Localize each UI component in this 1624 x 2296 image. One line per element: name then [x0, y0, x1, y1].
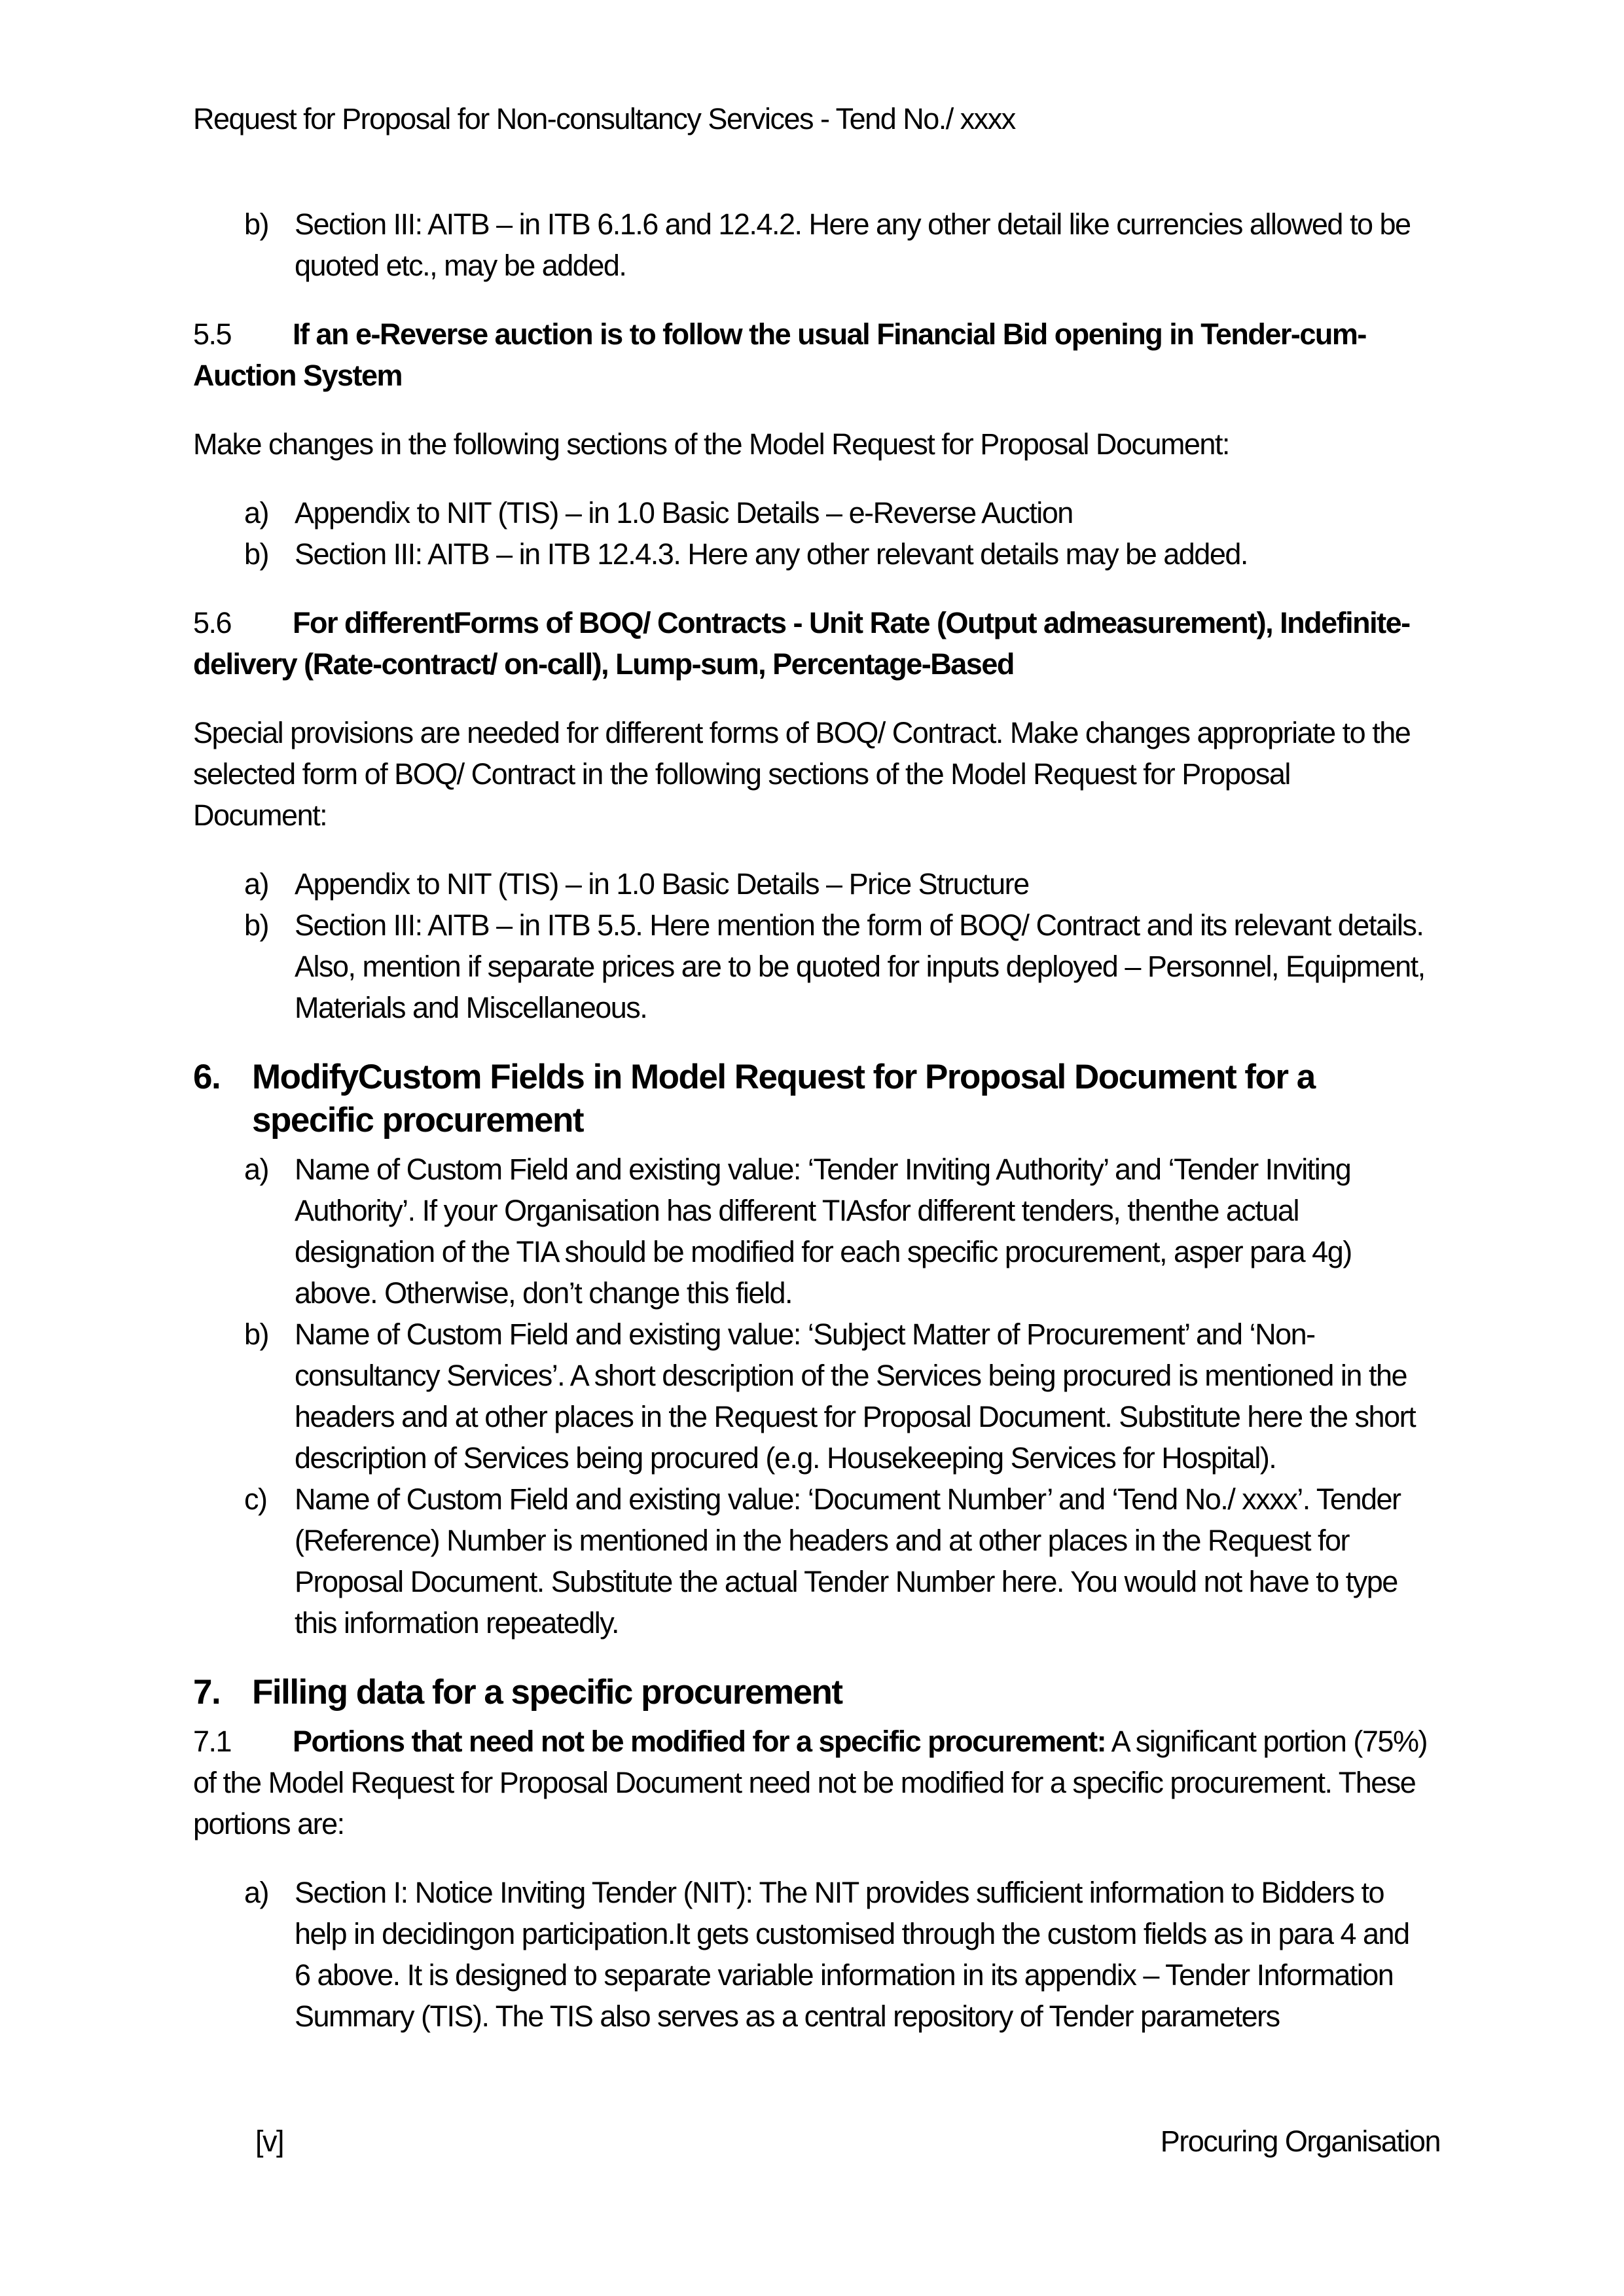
- list-item-marker: b): [244, 908, 269, 942]
- list-item-marker: b): [244, 537, 269, 571]
- heading-number: 5.6: [193, 606, 232, 639]
- list-item-marker: b): [244, 1318, 269, 1351]
- list-item: [193, 533, 1430, 575]
- heading-text: A significant portion (75%) of the Model Request for Proposal Document need not be modified for a specific procurement. These portions are:: [193, 1725, 1427, 1840]
- list-item-text: Appendix to NIT (TIS) – in 1.0 Basic Details – Price Structure: [295, 867, 1029, 901]
- intro-list: [193, 204, 1430, 286]
- section-5-6-intro: Special provisions are needed for different forms of BOQ/ Contract. Make changes appropriate to the selected form of BOQ/ Contract in the following sections of the Model Request for Proposal Document:: [193, 716, 1411, 832]
- section-6-heading: [193, 1056, 1430, 1142]
- page-footer: [255, 2121, 1440, 2162]
- heading-title: Filling data for a specific procurement: [252, 1673, 842, 1712]
- heading-number: 6.: [193, 1058, 221, 1096]
- list-item-text: Section III: AITB – in ITB 6.1.6 and 12.4.2. Here any other detail like currencies allowed to be quoted etc., may be added.: [295, 207, 1411, 282]
- list-item-text: Name of Custom Field and existing value: ‘Document Number’ and ‘Tend No./ xxxx’. Tender (Reference) Number is mentioned in the headers and at other places in the Request for Proposal Document. Substitute the actual Tender Number here. You would not have to type this information repeatedly.: [295, 1482, 1401, 1640]
- section-6-list: [193, 1149, 1430, 1643]
- list-item-marker: b): [244, 207, 269, 241]
- section-7-1-heading: [193, 1721, 1430, 1844]
- list-item: [193, 1872, 1430, 2037]
- list-item-text: Section III: AITB – in ITB 5.5. Here mention the form of BOQ/ Contract and its relevant details. Also, mention if separate prices are to be quoted for inputs deployed – Personnel, Equipment, Materials and Miscellaneous.: [295, 908, 1425, 1024]
- list-item-marker: a): [244, 1876, 269, 1909]
- list-item-text: Appendix to NIT (TIS) – in 1.0 Basic Details – e-Reverse Auction: [295, 496, 1073, 529]
- section-5-5-heading: [193, 314, 1430, 396]
- list-item-marker: c): [244, 1482, 267, 1516]
- footer-right-text: Procuring Organisation: [1160, 2125, 1440, 2158]
- list-item: [193, 1149, 1430, 1314]
- heading-number: 7.: [193, 1673, 221, 1712]
- list-item: [193, 905, 1430, 1028]
- list-item-text: Name of Custom Field and existing value: ‘Tender Inviting Authority’ and ‘Tender Inviting Authority’. If your Organisation has different TIAsfor different tenders, thenthe actual designation of the TIA should be modified for each specific procurement, asper para 4g) above. Otherwise, don’t change this field.: [295, 1153, 1352, 1310]
- heading-title: For differentForms of BOQ/ Contracts - Unit Rate (Output admeasurement), Indefinite-delivery (Rate-contract/ on-call), Lump-sum, Percentage-Based: [193, 606, 1410, 681]
- list-item-text: Section I: Notice Inviting Tender (NIT): The NIT provides sufficient information to Bidders to help in decidingon participation.It gets customised through the custom fields as in para 4 and 6 above. It is designed to separate variable information in its appendix – Tender Information Summary (TIS). The TIS also serves as a central repository of Tender parameters: [295, 1876, 1409, 2033]
- heading-lead: Portions that need not be modified for a specific procurement:: [293, 1725, 1106, 1758]
- heading-number: 7.1: [193, 1725, 232, 1758]
- list-item: [193, 204, 1430, 286]
- page-header: Request for Proposal for Non-consultancy Services - Tend No./ xxxx: [193, 102, 1015, 135]
- list-item-marker: a): [244, 1153, 269, 1186]
- list-item-text: Name of Custom Field and existing value: ‘Subject Matter of Procurement’ and ‘Non-consultancy Services’. A short description of the Services being procured is mentioned in the headers and at other places in the Request for Proposal Document. Substitute here the short description of Services being procured (e.g. Housekeeping Services for Hospital).: [295, 1318, 1416, 1475]
- heading-title: If an e-Reverse auction is to follow the usual Financial Bid opening in Tender-cum-Auction System: [193, 317, 1366, 392]
- section-5-6-heading: [193, 602, 1430, 685]
- section-5-5-intro: Make changes in the following sections of the Model Request for Proposal Document:: [193, 427, 1229, 461]
- section-5-5-list: [193, 492, 1430, 575]
- list-item-marker: a): [244, 496, 269, 529]
- heading-number: 5.5: [193, 317, 232, 351]
- list-item: [193, 1314, 1430, 1479]
- page-number: [v]: [255, 2125, 284, 2158]
- list-item: [193, 492, 1430, 533]
- list-item-marker: a): [244, 867, 269, 901]
- heading-title: ModifyCustom Fields in Model Request for Proposal Document for a specific procurement: [252, 1058, 1315, 1139]
- section-5-6-list: [193, 863, 1430, 1028]
- section-7-heading: [193, 1671, 1430, 1714]
- list-item: [193, 863, 1430, 905]
- section-7-1-list: [193, 1872, 1430, 2037]
- list-item: [193, 1479, 1430, 1643]
- list-item-text: Section III: AITB – in ITB 12.4.3. Here any other relevant details may be added.: [295, 537, 1248, 571]
